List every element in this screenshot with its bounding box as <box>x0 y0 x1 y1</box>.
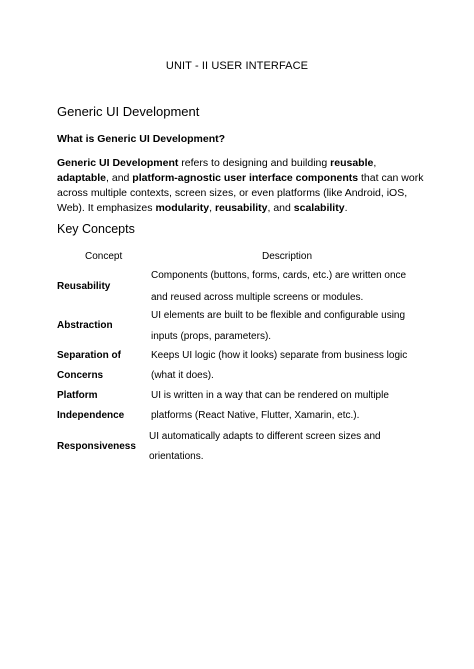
table-row-description: UI elements are built to be flexible and configurable using inputs (props, parameters). <box>151 310 406 342</box>
key-concepts-heading: Key Concepts <box>57 222 135 236</box>
page-title: UNIT - II USER INTERFACE <box>165 60 309 72</box>
table-row-description: Keeps UI logic (how it looks) separate from business logic (what it does). <box>151 350 408 381</box>
table-row-description: UI is written in a way that can be rendered on multiple platforms (React Native, Flutter, Xamarin, etc.). <box>151 390 389 421</box>
question-heading: What is Generic UI Development? <box>57 133 226 145</box>
section-heading: Generic UI Development <box>57 104 200 119</box>
table-row-concept: Platform Independence <box>57 390 125 421</box>
intro-paragraph: Generic UI Development refers to designing and building reusable, adaptable, and platform-agnostic user interface components that can work across multiple contexts, screen sizes, or even platforms (like Android, iOS, Web). It emphasizes modularity, reusability, and scalability. <box>57 157 424 214</box>
table-row-description: UI automatically adapts to different screen sizes and orientations. <box>149 431 381 462</box>
table-header-concept: Concept <box>85 251 123 262</box>
table-header-description: Description <box>262 251 313 262</box>
table-row-concept: Abstraction <box>57 320 113 331</box>
table-row-concept: Responsiveness <box>57 441 136 452</box>
table-row-description: Components (buttons, forms, cards, etc.) are written once and reused across multiple screens or modules. <box>151 270 407 303</box>
table-row-concept: Separation of Concerns <box>57 350 121 381</box>
table-row-concept: Reusability <box>57 281 111 292</box>
